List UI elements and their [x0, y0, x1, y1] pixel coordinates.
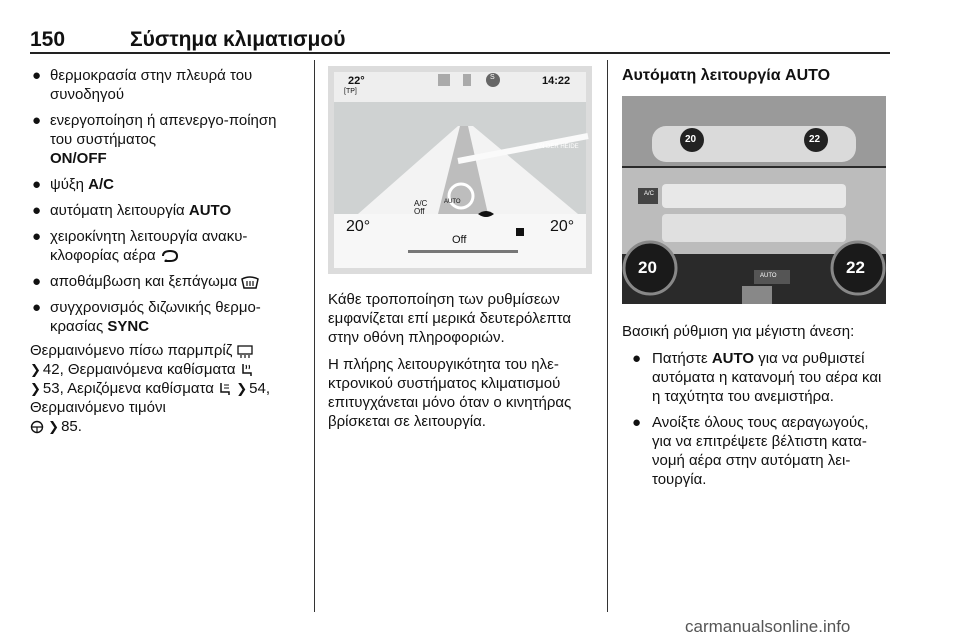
panel-right-knob: 22	[846, 258, 865, 277]
list-item: ● Ανοίξτε όλους τους αεραγωγούς, για να επιτρέψετε βέλτιστη κατα-νομή αέρα στην αυτόματη λει-τουργία.	[632, 414, 869, 488]
list-item: ● Πατήστε AUTO για να ρυθμιστεί αυτόματα η κατανομή του αέρα και η ταχύτητα του ανεμιστήρα.	[632, 350, 882, 405]
auto-steps	[622, 349, 892, 489]
reference-paragraph: Θερμαινόμενο πίσω παρμπρίζ ❯ 42, Θερμαινόμενα καθίσματα ❯ 53, Αεριζόμενα καθίσματα ❯ 54, Θερμαινόμενο τιμόνι ❯ 85.	[30, 342, 271, 435]
list-item: ● χειροκίνητη λειτουργία ανακυ-κλοφορίας αέρα	[32, 228, 248, 264]
column-2	[328, 290, 592, 439]
panel-left-knob: 20	[638, 258, 657, 277]
column-divider-2	[607, 60, 608, 612]
list-item: ● ψύξη A/C	[32, 176, 114, 193]
panel-auto-button: AUTO	[760, 273, 777, 279]
screen-badge: S	[490, 74, 495, 81]
panel-ac-button: A/C	[644, 191, 655, 197]
paragraph: Η πλήρης λειτουργικότητα του ηλε-κτρονικού συστήματος κλιματισμού επιτυγχάνεται μόνο όταν ο κινητήρας βρίσκεται σε λειτουργία.	[328, 356, 572, 430]
control-list	[30, 66, 300, 336]
page-header	[30, 28, 930, 52]
page-number: 150	[30, 28, 66, 51]
heated-seat-icon	[240, 363, 254, 377]
column-divider-1	[314, 60, 315, 612]
screen-fan-off: Off	[452, 234, 467, 246]
screen-tp: [TP]	[344, 88, 357, 95]
screen-street: AN DER HEIDE	[536, 144, 579, 150]
screen-auto-label: AUTO	[444, 199, 461, 205]
climate-control-panel-photo	[622, 96, 886, 304]
screen-left-temp: 20°	[346, 218, 371, 235]
rear-window-heater-icon	[237, 345, 253, 358]
list-item: ● θερμοκρασία στην πλευρά του συνοδηγού	[32, 67, 253, 103]
list-item: ● ενεργοποίηση ή απενεργο-ποίηση του συστήματος ON/OFF	[32, 112, 277, 167]
recirculation-icon	[160, 250, 180, 262]
column-3-text	[622, 322, 892, 496]
windscreen-defrost-icon	[241, 275, 259, 289]
screen-ac-status: A/C Off	[414, 199, 428, 216]
paragraph: Κάθε τροποποίηση των ρυθμίσεων εμφανίζεται επί μερικά δευτερόλεπτα στην οθόνη πληροφοριών.	[328, 291, 571, 346]
heated-steering-wheel-icon	[30, 420, 44, 434]
header-rule	[30, 52, 890, 54]
list-item: ● αυτόματη λειτουργία AUTO	[32, 202, 232, 219]
column-1	[30, 66, 300, 444]
watermark: carmanualsonline.info	[685, 617, 851, 636]
list-item: ● αποθάμβωση και ξεπάγωμα	[30, 272, 300, 291]
intro: Βασική ρύθμιση για μέγιστη άνεση:	[622, 323, 855, 340]
section-title: Σύστημα κλιματισμού	[130, 28, 346, 51]
screen-right-temp: 20°	[550, 218, 575, 235]
column-3	[622, 66, 892, 93]
panel-top-right-temp: 22	[809, 134, 821, 145]
info-display-screenshot	[328, 66, 592, 274]
subsection-heading: Αυτόματη λειτουργία AUTO	[622, 67, 831, 84]
screen-outside-temp: 22°	[348, 75, 365, 87]
panel-top-left-temp: 20	[685, 134, 697, 145]
screen-time: 14:22	[542, 75, 571, 87]
ventilated-seat-icon	[218, 382, 232, 396]
list-item: ● συγχρονισμός διζωνικής θερμο-κρασίας SYNC	[32, 299, 261, 335]
